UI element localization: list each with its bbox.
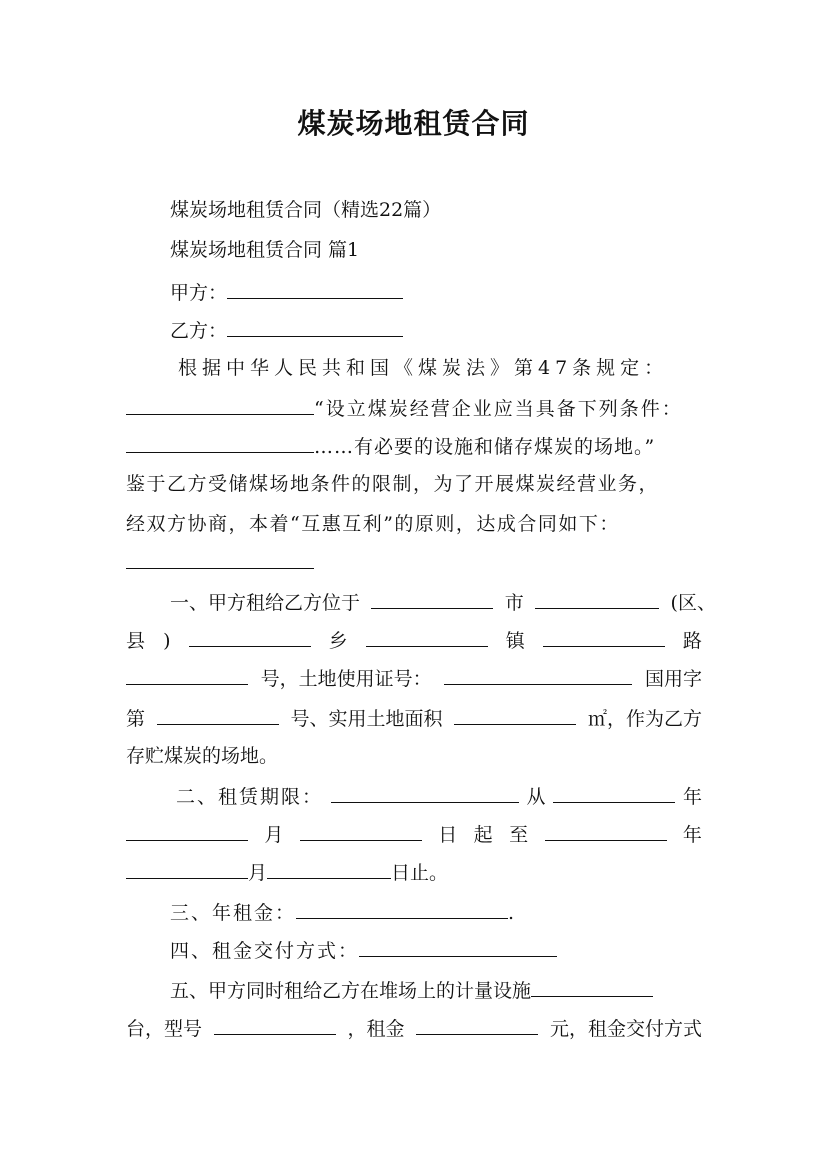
blank-area bbox=[454, 706, 576, 725]
blank-line bbox=[126, 396, 314, 415]
blank-end-day bbox=[267, 860, 391, 879]
blank-start-month bbox=[126, 822, 248, 841]
paragraph-1-line-5: 经双方协商，本着“互惠互利”的原则，达成合同如下： bbox=[126, 513, 620, 535]
document-subtitle: 煤炭场地租赁合同（精选22篇） bbox=[170, 199, 442, 221]
clause-2-line-1: 二、租赁期限： 从 年 bbox=[176, 786, 702, 808]
clause-1-line-4: 第 号、实用土地面积 ㎡，作为乙方 bbox=[126, 708, 702, 730]
blank-line bbox=[126, 434, 314, 453]
blank-end-month bbox=[126, 860, 248, 879]
blank-annual-rent bbox=[296, 900, 508, 919]
blank-payment-method bbox=[359, 938, 557, 957]
blank-model bbox=[214, 1016, 336, 1035]
paragraph-1-line-1: 根据中华人民共和国《煤炭法》第47条规定： bbox=[178, 357, 669, 379]
party-a-blank bbox=[227, 280, 403, 299]
clause-1-line-1: 一、甲方租给乙方位于 市 (区、 bbox=[170, 592, 716, 614]
clause-5-line-2: 台，型号 ，租金 元，租金交付方式 bbox=[126, 1018, 702, 1040]
section-heading: 煤炭场地租赁合同 篇1 bbox=[170, 239, 360, 261]
blank-town bbox=[543, 628, 665, 647]
blank-end-year bbox=[545, 822, 667, 841]
blank-district bbox=[535, 590, 659, 609]
party-b-line bbox=[170, 318, 702, 343]
blank-start-year bbox=[553, 784, 675, 803]
paragraph-1-line-3: ……有必要的设施和储存煤炭的场地。” bbox=[126, 434, 702, 459]
blank-equipment-count bbox=[531, 978, 653, 997]
blank-county bbox=[189, 628, 311, 647]
party-a-line bbox=[170, 280, 702, 305]
blank-city-left bbox=[371, 590, 493, 609]
blank-lease-term bbox=[331, 784, 519, 803]
paragraph-1-line-6 bbox=[126, 550, 702, 575]
paragraph-1-line-2: “设立煤炭经营企业应当具备下列条件： bbox=[126, 396, 702, 421]
clause-4-line: 四、租金交付方式： bbox=[170, 938, 702, 963]
paragraph-1-line-4: 鉴于乙方受储煤场地条件的限制，为了开展煤炭经营业务， bbox=[126, 473, 660, 495]
party-a-label: 甲方： bbox=[170, 282, 228, 304]
blank-township bbox=[366, 628, 488, 647]
blank-equipment-rent bbox=[416, 1016, 538, 1035]
blank-start-day bbox=[300, 822, 422, 841]
party-b-label: 乙方： bbox=[170, 320, 228, 342]
clause-5-line-1: 五、甲方同时租给乙方在堆场上的计量设施 bbox=[170, 978, 702, 1003]
clause-3-line: 三、年租金： . bbox=[170, 902, 515, 924]
party-b-blank bbox=[227, 318, 403, 337]
clause-1-line-5: 存贮煤炭的场地。 bbox=[126, 745, 279, 767]
blank-number bbox=[157, 706, 279, 725]
document-title: 煤炭场地租赁合同 bbox=[297, 107, 530, 140]
clause-1-line-2: 县 ) 乡 镇 路 bbox=[126, 630, 702, 652]
clause-2-line-3: 月 日止。 bbox=[126, 860, 702, 885]
clause-1-line-3: 号，土地使用证号： 国用字 bbox=[126, 666, 702, 691]
blank-land-cert bbox=[444, 666, 632, 685]
blank-line bbox=[126, 550, 314, 569]
clause-2-line-2: 月 日 起 至 年 bbox=[126, 822, 702, 847]
blank-road bbox=[126, 666, 248, 685]
